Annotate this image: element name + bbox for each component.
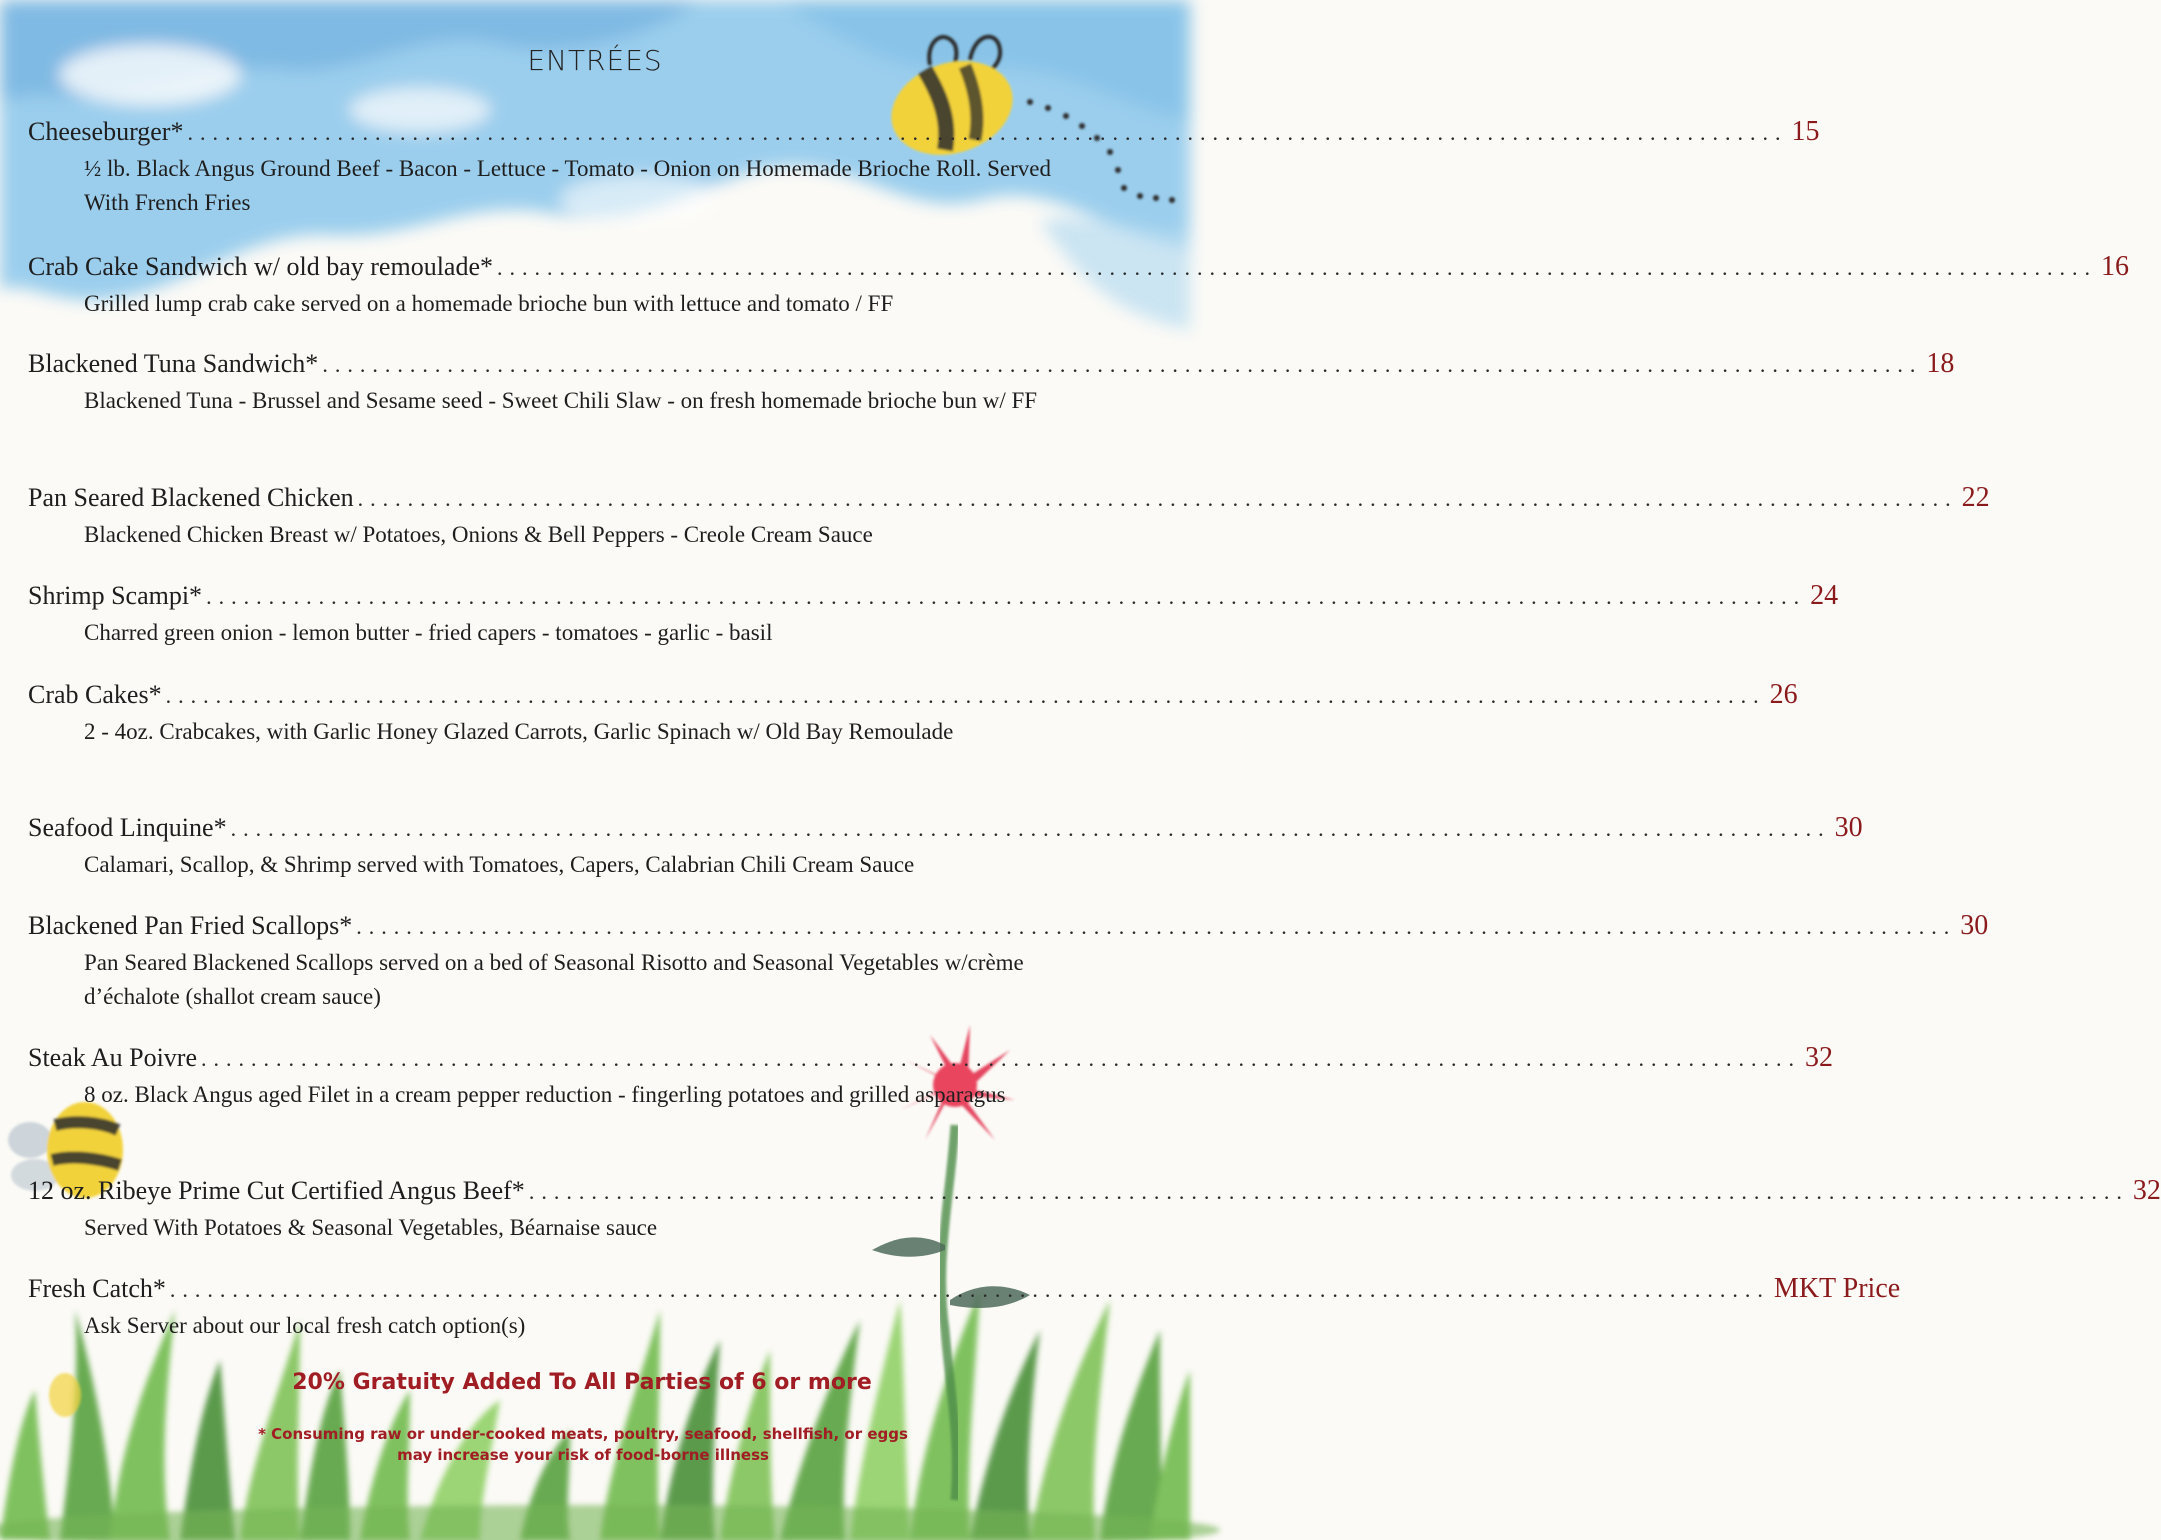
item-price: 32	[2132, 1175, 2161, 1206]
food-safety-warning	[0, 1424, 1166, 1466]
item-name: Fresh Catch*	[28, 1274, 166, 1303]
item-price: 32	[1805, 1042, 1833, 1073]
item-name: Shrimp Scampi*	[28, 581, 203, 610]
dot-leader: ................................................................................................................................	[169, 1277, 1770, 1302]
dot-leader: ................................................................................................................................	[357, 486, 1958, 511]
menu-title: ENTRÉES	[527, 44, 663, 77]
item-price: 15	[1791, 116, 1820, 147]
item-description: Charred green onion - lemon butter - fried capers - tomatoes - garlic - basil	[84, 620, 773, 645]
menu-item	[28, 910, 1989, 1014]
menu-item	[28, 580, 1839, 650]
dot-leader: ................................................................................................................................	[187, 120, 1788, 145]
item-description: Ask Server about our local fresh catch option(s)	[84, 1313, 526, 1338]
item-price: 24	[1810, 580, 1839, 611]
dot-leader: ................................................................................................................................	[165, 683, 1766, 708]
menu-item	[28, 679, 1798, 749]
item-description: 8 oz. Black Angus aged Filet in a cream pepper reduction - fingerling potatoes and grilled asparagus	[84, 1082, 1006, 1107]
item-name: Steak Au Poivre	[28, 1043, 197, 1072]
dot-leader: ................................................................................................................................	[528, 1179, 2129, 1204]
item-price: 30	[1960, 910, 1989, 941]
dot-leader: ................................................................................................................................	[322, 352, 1923, 377]
item-description: Blackened Chicken Breast w/ Potatoes, Onions & Bell Peppers - Creole Cream Sauce	[84, 522, 873, 547]
item-description: ½ lb. Black Angus Ground Beef - Bacon - Lettuce - Tomato - Onion on Homemade Brioche Roll. Served With French Fries	[84, 156, 1051, 215]
item-price: 18	[1926, 348, 1955, 379]
menu-item	[28, 348, 1955, 418]
menu-item	[28, 482, 1990, 552]
item-name: Crab Cakes*	[28, 680, 162, 709]
item-price: 26	[1769, 679, 1798, 710]
menu-item	[28, 251, 2129, 321]
item-description: Grilled lump crab cake served on a homemade brioche bun with lettuce and tomato / FF	[84, 291, 894, 316]
warning-line: may increase your risk of food-borne illness	[397, 1446, 769, 1464]
menu-item	[28, 1042, 1833, 1112]
menu-item	[28, 1273, 1901, 1343]
dot-leader: ................................................................................................................................	[356, 914, 1957, 939]
item-price: MKT Price	[1773, 1273, 1901, 1304]
item-price: 22	[1961, 482, 1990, 513]
dot-leader: ................................................................................................................................	[206, 584, 1807, 609]
menu-item	[28, 116, 1820, 220]
item-description: 2 - 4oz. Crabcakes, with Garlic Honey Glazed Carrots, Garlic Spinach w/ Old Bay Remoulade	[84, 719, 954, 744]
dot-leader: ................................................................................................................................	[201, 1046, 1801, 1071]
item-name: Crab Cake Sandwich w/ old bay remoulade*	[28, 252, 493, 281]
item-name: 12 oz. Ribeye Prime Cut Certified Angus Beef*	[28, 1176, 525, 1205]
item-name: Blackened Tuna Sandwich*	[28, 349, 319, 378]
item-name: Cheeseburger*	[28, 117, 184, 146]
item-description: Served With Potatoes & Seasonal Vegetables, Béarnaise sauce	[84, 1215, 658, 1240]
warning-line: * Consuming raw or under-cooked meats, poultry, seafood, shellfish, or eggs	[258, 1425, 908, 1443]
gratuity-notice: 20% Gratuity Added To All Parties of 6 or more	[292, 1370, 872, 1395]
dot-leader: ................................................................................................................................	[230, 816, 1831, 841]
item-description: Blackened Tuna - Brussel and Sesame seed - Sweet Chili Slaw - on fresh homemade brioche bun w/ FF	[84, 388, 1038, 413]
item-price: 30	[1834, 812, 1863, 843]
item-name: Seafood Linquine*	[28, 813, 227, 842]
item-name: Blackened Pan Fried Scallops*	[28, 911, 353, 940]
item-price: 16	[2101, 251, 2129, 282]
dot-leader: ................................................................................................................................	[497, 255, 2097, 280]
menu-item	[28, 1175, 2161, 1245]
item-name: Pan Seared Blackened Chicken	[28, 483, 354, 512]
item-description: Calamari, Scallop, & Shrimp served with Tomatoes, Capers, Calabrian Chili Cream Sauce	[84, 852, 915, 877]
item-description: Pan Seared Blackened Scallops served on a bed of Seasonal Risotto and Seasonal Vegetables w/crème d’échalote (shallot cream sauce)	[84, 950, 1024, 1009]
menu-item	[28, 812, 1863, 882]
